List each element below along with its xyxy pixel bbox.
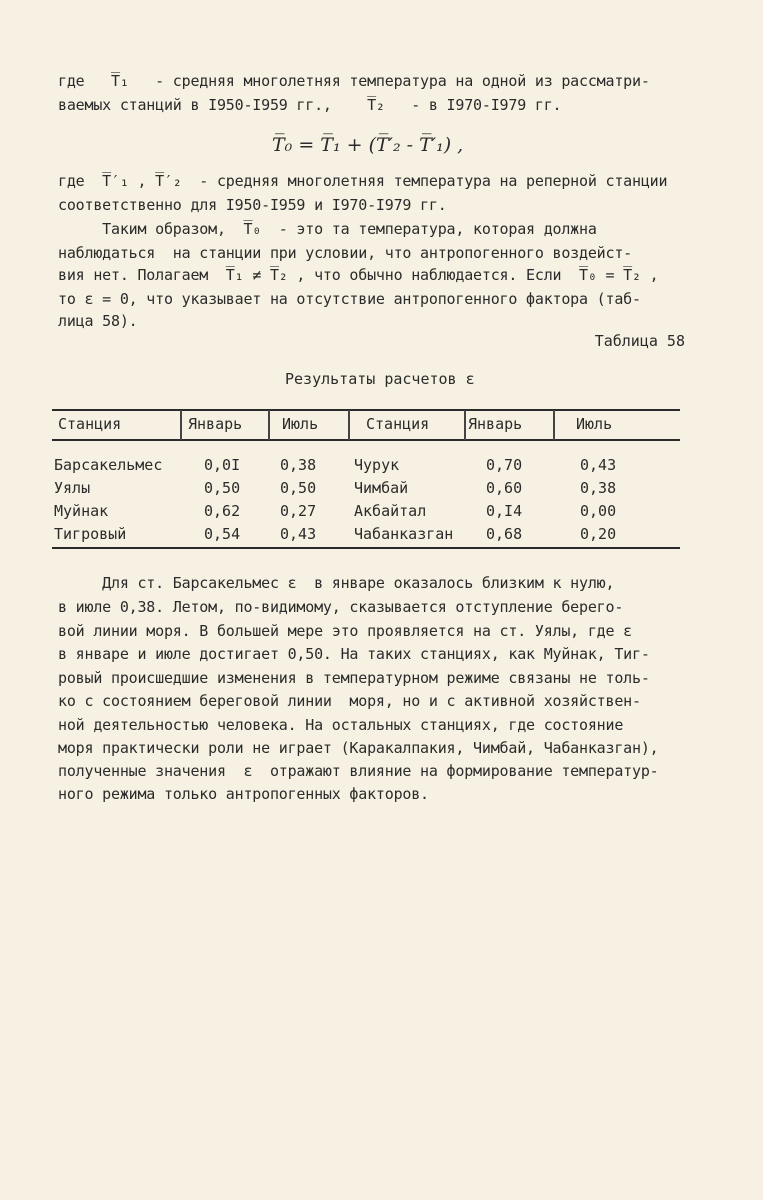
table-label: Таблица 58 (594, 332, 685, 350)
para3-line-3: вой линии моря. В большей мере это проявляется на ст. Уялы, где ε (58, 622, 632, 640)
table-cell: Тигровый (54, 525, 127, 543)
table-header-cell: Январь (468, 415, 523, 433)
col-separator (348, 410, 350, 440)
intro-line-1: где T̅₁ - средняя многолетняя температура на одной из рассматри- (58, 72, 650, 90)
table-header-cell: Станция (366, 415, 430, 433)
para3-line-10: ного режима только антропогенных факторов. (58, 785, 429, 803)
table-cell: 0,0I (204, 456, 241, 474)
table-cell: Чабанказган (354, 525, 454, 543)
table-cell: 0,60 (486, 479, 523, 497)
table-cell: Муйнак (54, 502, 109, 520)
table-cell: 0,00 (580, 502, 617, 520)
formula: T̅₀ = T̅₁ + (T̅′₂ - T̅′₁) , (272, 134, 464, 156)
para2-line-5: лица 58). (58, 312, 138, 330)
para3-line-7: ной деятельностью человека. На остальных станциях, где состояние (58, 716, 624, 734)
para2-line-4: то ε = 0, что указывает на отсутствие антропогенного фактора (таб- (58, 290, 641, 308)
table-cell: 0,43 (280, 525, 317, 543)
table-cell: 0,68 (486, 525, 523, 543)
para1-line-1: где T̅′₁ , T̅′₂ - средняя многолетняя температура на реперной станции (58, 172, 668, 190)
para3-line-4: в январе и июле достигает 0,50. На таких станциях, как Муйнак, Тиг- (58, 645, 650, 663)
table-cell: 0,43 (580, 456, 617, 474)
para3-line-9: полученные значения ε отражают влияние на формирование температур- (58, 762, 659, 780)
table-header-cell: Июль (576, 415, 613, 433)
table-header-cell: Станция (58, 415, 122, 433)
table-cell: 0,62 (204, 502, 241, 520)
para3-line-8: моря практически роли не играет (Каракалпакия, Чимбай, Чабанказган), (58, 739, 659, 757)
para2-line-1: Таким образом, T̅₀ - это та температура, которая должна (58, 220, 597, 238)
table-cell: Чимбай (354, 479, 409, 497)
para3-line-6: ко с состоянием береговой линии моря, но и с активной хозяйствен- (58, 692, 641, 710)
para2-line-2: наблюдаться на станции при условии, что антропогенного воздейст- (58, 244, 632, 262)
para3-line-5: ровый происшедшие изменения в температурном режиме связаны не толь- (58, 669, 650, 687)
table-header-rule (52, 439, 680, 441)
table-cell: Чурук (354, 456, 400, 474)
table-cell: 0,27 (280, 502, 317, 520)
table-cell: 0,70 (486, 456, 523, 474)
table-cell: 0,I4 (486, 502, 523, 520)
para3-line-2: в июле 0,38. Летом, по-видимому, сказывается отступление берего- (58, 598, 624, 616)
col-separator (553, 410, 555, 440)
table-header-cell: Июль (282, 415, 319, 433)
col-separator (464, 410, 466, 440)
table-cell: Акбайтал (354, 502, 427, 520)
table-bottom-rule (52, 547, 680, 549)
table-cell: 0,38 (280, 456, 317, 474)
table-cell: Уялы (54, 479, 91, 497)
para1-line-2: соответственно для I950-I959 и I970-I979 гг. (58, 196, 447, 214)
table-title: Результаты расчетов ε (285, 370, 475, 388)
table-cell: 0,38 (580, 479, 617, 497)
table-cell: 0,50 (280, 479, 317, 497)
table-cell: 0,54 (204, 525, 241, 543)
col-separator (268, 410, 270, 440)
table-cell: 0,20 (580, 525, 617, 543)
para3-line-1: Для ст. Барсакельмес ε в январе оказалось близким к нулю, (58, 574, 615, 592)
intro-line-2: ваемых станций в I950-I959 гг., T̅₂ - в I970-I979 гг. (58, 96, 562, 114)
para2-line-3: вия нет. Полагаем T̅₁ ≠ T̅₂ , что обычно наблюдается. Если T̅₀ = T̅₂ , (58, 266, 659, 284)
table-cell: 0,50 (204, 479, 241, 497)
table-cell: Барсакельмес (54, 456, 163, 474)
table-header-cell: Январь (188, 415, 243, 433)
table-top-rule (52, 409, 680, 411)
col-separator (180, 410, 182, 440)
